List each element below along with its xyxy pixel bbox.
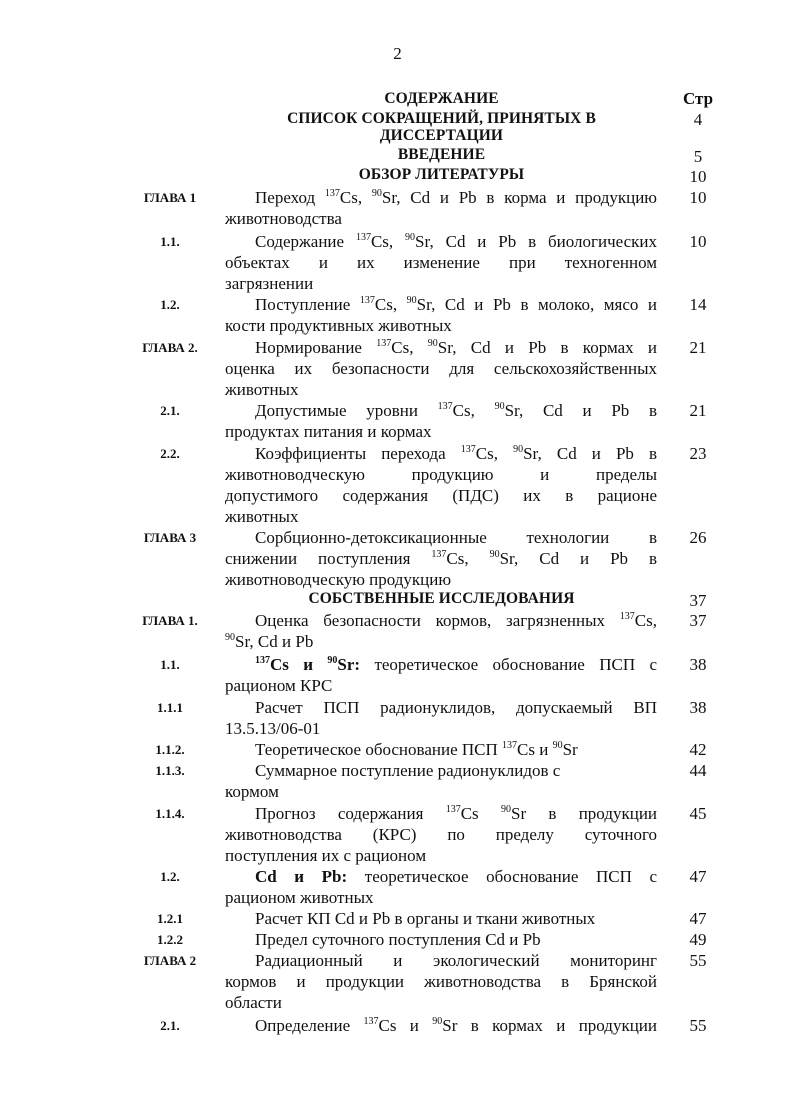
toc-number: 2.1. [160,403,180,418]
toc-entry-text: Прогноз содержания $^{137}$Cs $^{90}$Sr в продукции животноводства (КРС) по пределу суточного поступления их с рационом [225,804,658,865]
toc-number: ГЛАВА 1. [142,613,198,628]
abbreviations-line-2: ДИССЕРТАЦИИ [379,127,504,144]
toc-entry-text: Переход $^{137}$Cs, $^{90}$Sr, Cd и Pb в корма и продукцию животноводства [225,188,658,228]
toc-entry-text: Определение $^{137}$Cs и $^{90}$Sr в кормах и продукции [255,1016,657,1035]
abbreviations-title [225,110,658,144]
own-research-page: 37 [689,591,707,610]
toc-page: 38 [689,655,707,674]
own-research-title: СОБСТВЕННЫЕ ИССЛЕДОВАНИЯ [308,590,575,607]
toc-number: 1.2.1 [157,911,183,926]
literature-review-page: 10 [689,167,707,186]
toc-page: 47 [689,867,707,886]
toc-page: 44 [689,761,707,780]
toc-page: 37 [689,611,707,630]
toc-entry-text: Коэффициенты перехода $^{137}$Cs, $^{90}$Sr, Cd и Pb в животноводческую продукцию и пределы допустимого содержания (ПДС) их в рационе животных [225,444,658,526]
toc-number: 1.1.3. [155,763,185,778]
toc-entry-text: Суммарное поступление радионуклидов с кормом [225,761,561,801]
toc-page: 38 [689,698,707,717]
toc-number: 2.2. [160,446,180,461]
toc-number: 1.1.1 [157,700,183,715]
toc-page: 21 [689,401,707,420]
toc-number: 1.1.4. [155,806,185,821]
toc-number: 1.2.2 [157,932,183,947]
toc-entry-text: Предел суточного поступления Cd и Pb [255,930,541,949]
toc-entry-text: Нормирование $^{137}$Cs, $^{90}$Sr, Cd и Pb в кормах и оценка их безопасности для сельскохозяйственных животных [225,338,658,399]
toc-entry-text: Содержание $^{137}$Cs, $^{90}$Sr, Cd и Pb в биологических объектах и их изменение при техногенном загрязнении [225,232,658,293]
toc-page: 21 [689,338,707,357]
introduction-page: 5 [693,147,703,166]
toc-number: ГЛАВА 1 [143,190,197,205]
toc-number: ГЛАВА 3 [143,530,197,545]
literature-review-title: ОБЗОР ЛИТЕРАТУРЫ [358,166,525,183]
toc-page: 26 [689,528,707,547]
toc-number: ГЛАВА 2. [142,340,198,355]
toc-page: 55 [689,951,707,970]
toc-page: 10 [689,232,707,251]
toc-page: 23 [689,444,707,463]
page-column-label: Стр [682,89,714,108]
toc-number: 2.1. [160,1018,180,1033]
toc-entry-text: Допустимые уровни $^{137}$Cs, $^{90}$Sr, Cd и Pb в продуктах питания и кормах [225,401,658,441]
toc-page: 14 [689,295,707,314]
toc-page: 45 [689,804,707,823]
toc-entry-text: Радиационный и экологический мониторинг кормов и продукции животноводства в Брянской области [225,951,657,1012]
toc-entry-text: Cd и Pb: теоретическое обоснование ПСП с рационом животных [225,867,657,907]
toc-page: 10 [689,188,707,207]
toc-page: 42 [689,740,707,759]
toc-entry-text: Сорбционно-детоксикационные технологии в снижении поступления $^{137}$Cs, $^{90}$Sr, Cd и Pb в животноводческую продукцию [225,528,658,589]
introduction-title: ВВЕДЕНИЕ [397,146,486,163]
toc-number: 1.1. [160,657,180,672]
toc-entry-text: Теоретическое обоснование ПСП $^{137}$Cs и $^{90}$Sr [255,740,578,759]
abbreviations-page: 4 [693,110,703,129]
toc-entry-text: Расчет КП Cd и Pb в органы и ткани животных [255,909,596,928]
toc-number: 1.2. [160,297,180,312]
contents-title: СОДЕРЖАНИЕ [384,90,499,107]
toc-entry-text: Расчет ПСП радионуклидов, допускаемый ВП 13.5.13/06-01 [225,698,657,738]
abbreviations-line-1: СПИСОК СОКРАЩЕНИЙ, ПРИНЯТЫХ В [287,110,596,127]
toc-number: 1.2. [160,869,180,884]
toc-number: 1.1. [160,234,180,249]
toc-page: 49 [689,930,707,949]
toc-entry-text: Поступление $^{137}$Cs, $^{90}$Sr, Cd и Pb в молоко, мясо и кости продуктивных животных [225,295,658,335]
toc-entry-text: $^{137}$Cs и $^{90}$Sr: теоретическое обоснование ПСП с рационом КРС [225,655,658,695]
page-number: 2 [393,44,402,63]
toc-number: ГЛАВА 2 [143,953,197,968]
toc-page: 47 [689,909,707,928]
toc-entry-text: Оценка безопасности кормов, загрязненных $^{137}$Cs, $^{90}$Sr, Cd и Pb [225,611,657,651]
toc-page: 55 [689,1016,707,1035]
toc-number: 1.1.2. [155,742,185,757]
